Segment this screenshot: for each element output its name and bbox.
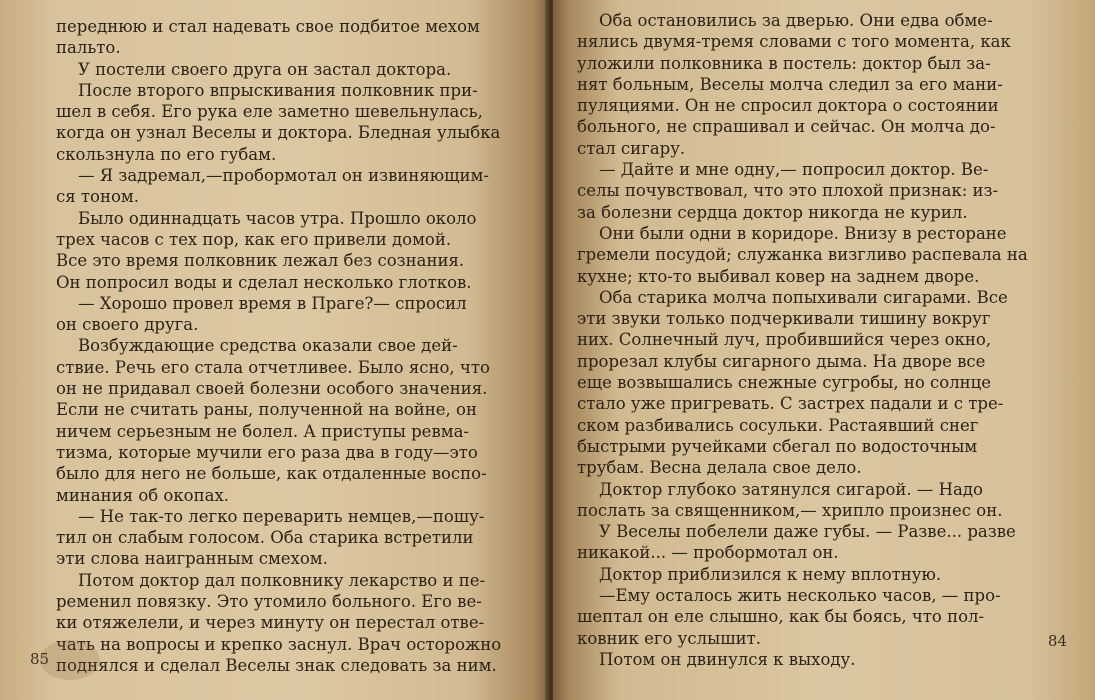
text-line: еще возвышались снежные сугробы, но солнце [577, 373, 992, 393]
text-line: кухне; кто-то выбивал ковер на заднем дворе. [577, 266, 980, 286]
text-line: — Дайте и мне одну,— попросил доктор. Ве- [599, 160, 989, 180]
text-line: скользнула по его губам. [56, 144, 277, 164]
text-line: тизма, которые мучили его раза два в году—это [56, 442, 478, 462]
text-line: Они были одни в коридоре. Внизу в ресторане [599, 223, 1007, 243]
text-line: У постели своего друга он застал доктора. [78, 59, 452, 79]
text-line: Доктор глубоко затянулся сигарой. — Надо [599, 479, 983, 499]
text-line: он не придавал своей болезни особого значения. [56, 379, 488, 399]
text-line: прорезал клубы сигарного дыма. На дворе все [577, 351, 986, 371]
text-line: них. Солнечный луч, пробившийся через окно, [577, 330, 992, 350]
text-line: шел в себя. Его рука еле заметно шевельнулась, [56, 102, 483, 122]
text-line: Потом он двинулся к выходу. [599, 649, 856, 669]
text-line: Было одиннадцать часов утра. Прошло около [78, 208, 477, 228]
text-line: за болезни сердца доктор никогда не курил. [577, 202, 968, 222]
text-line: трех часов с тех пор, как его привели домой. [56, 229, 452, 249]
text-line: нялись двумя-тремя словами с того момента, как [577, 32, 1011, 52]
text-line: Оба остановились за дверью. Они едва обме- [599, 11, 993, 30]
text-line: когда он узнал Веселы и доктора. Бледная улыбка [56, 123, 501, 143]
text-line: пуляциями. Он не спросил доктора о состоянии [577, 96, 999, 116]
text-line: пальто. [56, 38, 121, 58]
text-line: стало уже пригревать. С застрех падали и с тре- [577, 394, 1004, 414]
text-line: ременил повязку. Это утомило больного. Его ве- [56, 592, 482, 612]
text-line: быстрыми ручейками сбегал по водосточным [577, 436, 978, 456]
text-line: Он попросил воды и сделал несколько глотков. [56, 272, 472, 292]
text-line: Доктор приблизился к нему вплотную. [599, 564, 942, 584]
text-line: Оба старика молча попыхивали сигарами. Все [599, 287, 1008, 307]
text-line: ствие. Речь его стала отчетливее. Было ясно, что [56, 357, 490, 377]
right-page-number: 84 [1047, 631, 1067, 650]
text-line: селы почувствовал, что это плохой признак: из- [577, 181, 999, 201]
text-line: Если не считать раны, полученной на войне, он [56, 400, 477, 420]
text-line: гремели посудой; служанка визгливо распевала на [577, 245, 1028, 265]
text-line: ском разбивались сосульки. Растаявший снег [577, 415, 979, 435]
text-line: ковник его услышит. [577, 628, 761, 648]
text-line: было для него не больше, как отдаленные воспо- [56, 464, 487, 484]
right-page [553, 0, 1095, 700]
left-page-text [56, 16, 520, 676]
text-line: У Веселы побелели даже губы. — Разве... разве [599, 522, 1016, 542]
left-page-number: 85 [30, 649, 50, 668]
text-line: —Ему осталось жить несколько часов, — про- [599, 586, 1001, 606]
text-line: послать за священником,— хрипло произнес он. [577, 500, 1003, 520]
paper-stain [40, 640, 100, 680]
text-line: ся тоном. [56, 187, 139, 207]
text-line: эти звуки только подчеркивали тишину вокруг [577, 309, 991, 329]
text-line: Все это время полковник лежал без сознания. [56, 251, 465, 271]
text-line: чать на вопросы и крепко заснул. Врач осторожно [56, 634, 502, 654]
text-line: поднялся и сделал Веселы знак следовать за ним. [56, 655, 497, 675]
text-line: переднюю и стал надевать свое подбитое мехом [56, 17, 480, 36]
text-line: — Хорошо провел время в Праге?— спросил [78, 293, 467, 313]
text-line: трубам. Весна делала свое дело. [577, 458, 862, 478]
text-line: шептал он еле слышно, как бы боясь, что пол- [577, 607, 985, 627]
text-line: он своего друга. [56, 315, 199, 335]
text-line: минания об окопах. [56, 485, 229, 505]
text-line: стал сигару. [577, 138, 686, 158]
right-page-text [577, 10, 1059, 670]
text-line: — Не так-то легко переварить немцев,—пошу- [78, 506, 485, 526]
text-line: больного, не спрашивал и сейчас. Он молча до- [577, 117, 996, 137]
text-line: эти слова наигранным смехом. [56, 549, 328, 569]
text-line: После второго впрыскивания полковник при- [78, 80, 478, 100]
text-line: нят больным, Веселы молча следил за его мани- [577, 74, 1003, 94]
text-line: тил он слабым голосом. Оба старика встретили [56, 528, 474, 548]
text-line: уложили полковника в постель: доктор был за- [577, 53, 991, 73]
text-line: ничем серьезным не болел. А приступы ревма- [56, 421, 469, 441]
text-line: никакой... — пробормотал он. [577, 543, 839, 563]
text-line: ки отяжелели, и через минуту он перестал отве- [56, 613, 485, 633]
text-line: Потом доктор дал полковнику лекарство и пе- [78, 570, 486, 590]
text-line: — Я задремал,—пробормотал он извиняющим- [78, 166, 489, 186]
text-line: Возбуждающие средства оказали свое дей- [78, 336, 458, 356]
